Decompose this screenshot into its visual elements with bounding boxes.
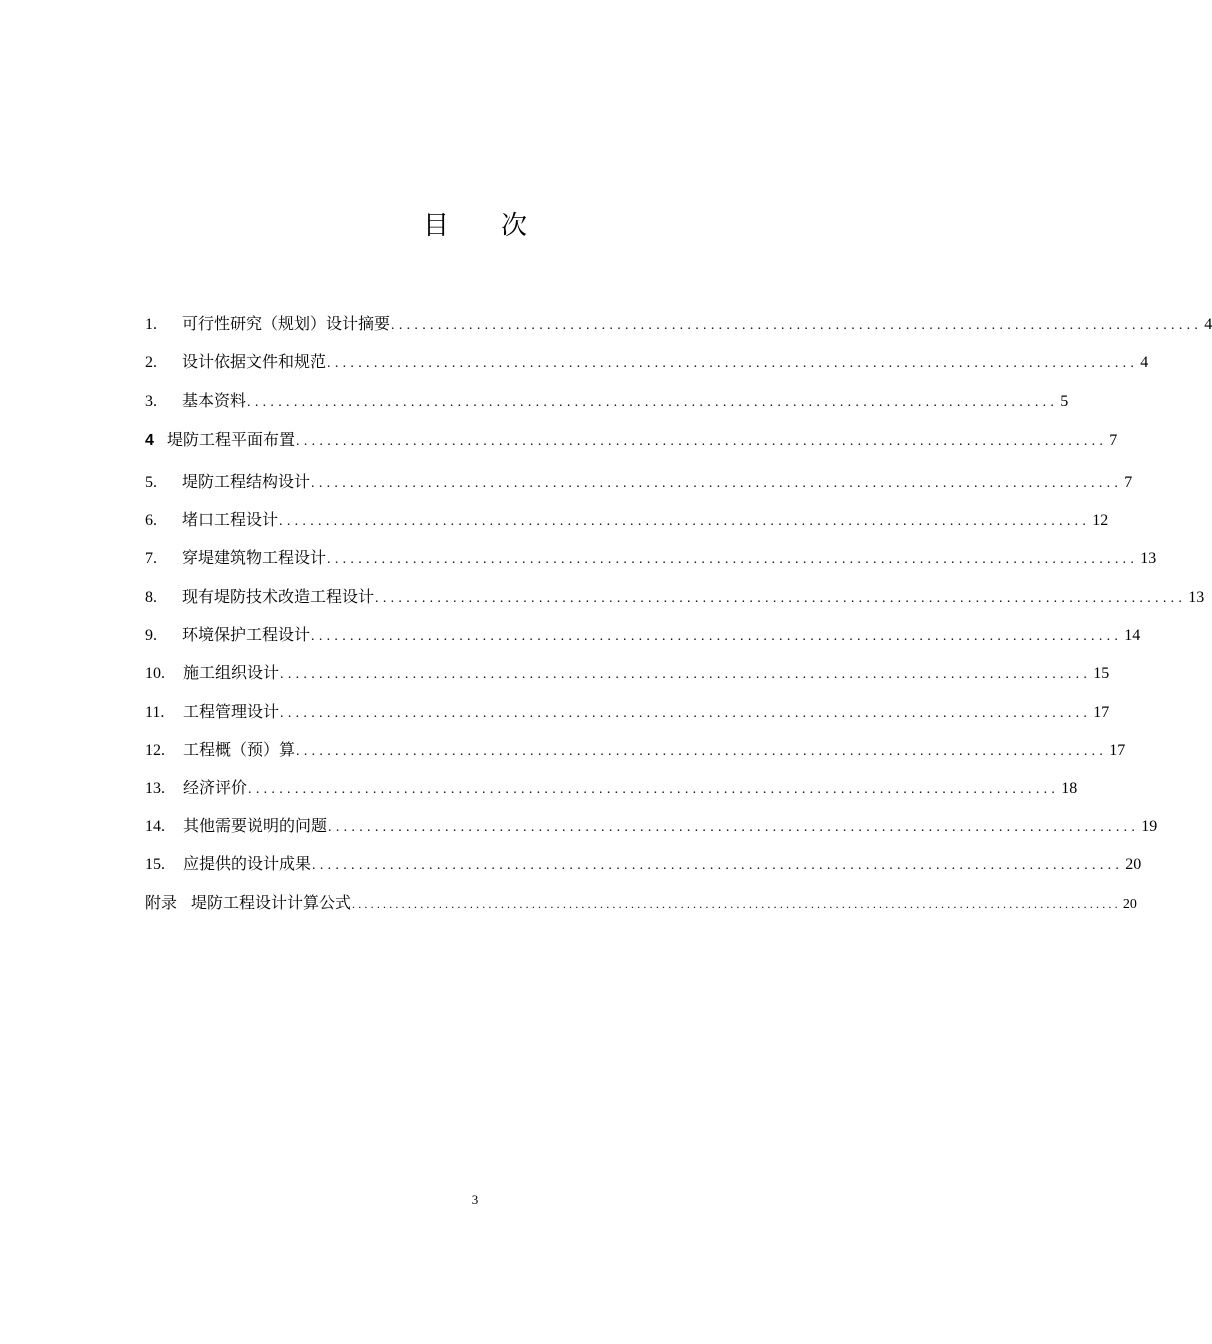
toc-entry-page: 13 [1140, 550, 1157, 567]
toc-entry[interactable] [145, 623, 1141, 647]
toc-entry-title: 设计依据文件和规范 [182, 352, 327, 371]
title-part-2: 次 [501, 211, 528, 241]
toc-entry[interactable] [145, 312, 1212, 336]
toc-entry-title: 施工组织设计 [183, 663, 280, 682]
toc-entry-title: 穿堤建筑物工程设计 [182, 548, 327, 567]
toc-entry-number: 15. [145, 856, 165, 873]
toc-entry-page: 18 [1061, 780, 1078, 797]
toc-entry-number: 2. [145, 354, 157, 371]
toc-entry-number: 9. [145, 627, 157, 644]
toc-leader-dots: ............................................................................................................................ [352, 897, 1121, 911]
toc-leader-dots: ........................................................................................................ [248, 782, 1060, 797]
toc-entry-number: 11. [145, 704, 165, 721]
toc-leader-dots: ........................................................................................................ [280, 667, 1092, 682]
toc-leader-dots: ........................................................................................................ [312, 858, 1124, 873]
toc-entry[interactable] [145, 470, 1133, 494]
title-part-1: 目 [422, 211, 449, 241]
toc-entry-page: 19 [1141, 818, 1158, 835]
toc-entry-number: 8. [145, 589, 157, 606]
toc-entry-title: 现有堤防技术改造工程设计 [182, 587, 375, 606]
table-of-contents [145, 0, 1212, 1344]
toc-entry-title: 应提供的设计成果 [183, 854, 312, 873]
toc-entry-page: 7 [1109, 432, 1118, 449]
toc-entry-number: 附录 [145, 893, 178, 912]
toc-entry-page: 7 [1124, 474, 1133, 491]
toc-entry-page: 15 [1093, 665, 1110, 682]
toc-entry-number: 14. [145, 818, 165, 835]
toc-entry-title: 经济评价 [183, 778, 248, 797]
toc-entry[interactable] [145, 428, 1118, 452]
toc-entry-number: 1. [145, 316, 157, 333]
toc-entry[interactable] [145, 661, 1110, 685]
toc-leader-dots: ........................................................................................................ [328, 820, 1140, 835]
toc-entry[interactable] [145, 776, 1078, 800]
toc-entry-number: 10. [145, 665, 165, 682]
toc-entry[interactable] [145, 852, 1142, 876]
toc-entry-number: 12. [145, 742, 165, 759]
toc-leader-dots: ........................................................................................................ [296, 434, 1108, 449]
toc-entry-page: 20 [1125, 856, 1142, 873]
toc-leader-dots: ........................................................................................................ [391, 318, 1203, 333]
toc-entry-number: 6. [145, 512, 157, 529]
toc-entry-title: 工程管理设计 [183, 702, 280, 721]
toc-entry-appendix[interactable] [145, 891, 1137, 915]
toc-entry-title: 可行性研究（规划）设计摘要 [182, 314, 391, 333]
toc-entry-title: 基本资料 [182, 391, 247, 410]
toc-leader-dots: ........................................................................................................ [327, 356, 1139, 371]
toc-entry[interactable] [145, 814, 1158, 838]
toc-entry-number: 5. [145, 474, 157, 491]
toc-entry-number: 3. [145, 393, 157, 410]
toc-entry[interactable] [145, 700, 1110, 724]
toc-entry-title: 环境保护工程设计 [182, 625, 311, 644]
toc-entry-page: 12 [1092, 512, 1109, 529]
toc-entry-page: 17 [1093, 704, 1110, 721]
toc-entry-title: 其他需要说明的问题 [183, 816, 328, 835]
toc-entry-number: 7. [145, 550, 157, 567]
toc-entry[interactable] [145, 350, 1149, 374]
toc-entry[interactable] [145, 738, 1126, 762]
toc-entry-number: 13. [145, 780, 165, 797]
toc-entry-page: 13 [1188, 589, 1205, 606]
toc-entry-page: 5 [1060, 393, 1069, 410]
toc-entry-page: 20 [1122, 897, 1137, 912]
toc-entry-page: 4 [1140, 354, 1149, 371]
toc-entry[interactable] [145, 508, 1109, 532]
toc-entry[interactable] [145, 546, 1157, 570]
toc-entry-title: 堵口工程设计 [182, 510, 279, 529]
toc-entry-page: 4 [1204, 316, 1212, 333]
toc-entry-title: 堤防工程设计计算公式 [191, 893, 352, 912]
toc-leader-dots: ........................................................................................................ [280, 706, 1092, 721]
toc-leader-dots: ........................................................................................................ [375, 591, 1187, 606]
toc-entry-title: 堤防工程结构设计 [182, 472, 311, 491]
toc-entry[interactable] [145, 389, 1069, 413]
toc-leader-dots: ........................................................................................................ [311, 476, 1123, 491]
toc-leader-dots: ........................................................................................................ [311, 629, 1123, 644]
toc-entry-page: 17 [1109, 742, 1126, 759]
toc-entry-title: 工程概（预）算 [183, 740, 296, 759]
toc-leader-dots: ........................................................................................................ [296, 744, 1108, 759]
toc-leader-dots: ........................................................................................................ [247, 395, 1059, 410]
toc-entry[interactable] [145, 585, 1205, 609]
toc-entry-title: 堤防工程平面布置 [167, 430, 296, 449]
toc-entry-number: 4 [145, 432, 154, 449]
toc-entry-page: 14 [1124, 627, 1141, 644]
toc-leader-dots: ........................................................................................................ [327, 552, 1139, 567]
toc-leader-dots: ........................................................................................................ [279, 514, 1091, 529]
page-number: 3 [471, 1192, 479, 1207]
